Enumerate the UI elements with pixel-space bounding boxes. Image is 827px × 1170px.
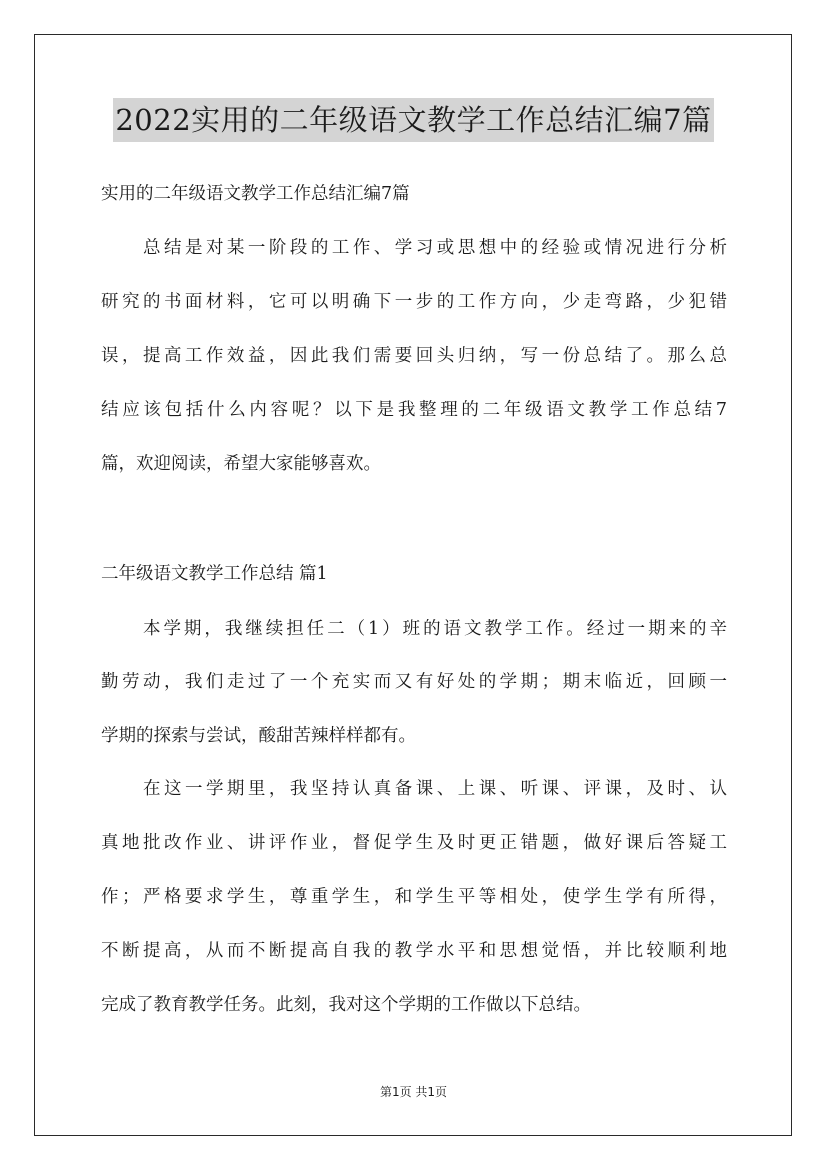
title-container	[0, 98, 827, 142]
document-subtitle: 实用的二年级语文教学工作总结汇编7篇	[101, 184, 410, 204]
para2-line-5: 完成了教育教学任务。此刻，我对这个学期的工作做以下总结。	[101, 995, 591, 1015]
intro-line-2: 研究的书面材料，它可以明确下一步的工作方向，少走弯路，少犯错	[101, 292, 727, 312]
intro-line-3: 误，提高工作效益，因此我们需要回头归纳，写一份总结了。那么总	[101, 346, 727, 366]
para1-line-2: 勤劳动，我们走过了一个充实而又有好处的学期；期末临近，回顾一	[101, 672, 727, 692]
para1-line-1: 本学期，我继续担任二（1）班的语文教学工作。经过一期来的辛	[143, 619, 727, 639]
para2-line-1: 在这一学期里，我坚持认真备课、上课、听课、评课，及时、认	[143, 779, 727, 799]
page-number: 第1页 共1页	[379, 1085, 448, 1099]
intro-line-4: 结应该包括什么内容呢？以下是我整理的二年级语文教学工作总结7	[101, 400, 727, 420]
section-heading: 二年级语文教学工作总结 篇1	[101, 564, 328, 584]
para2-line-4: 不断提高，从而不断提高自我的教学水平和思想觉悟，并比较顺利地	[101, 941, 727, 961]
intro-line-5: 篇，欢迎阅读，希望大家能够喜欢。	[101, 454, 381, 474]
para2-line-3: 作；严格要求学生，尊重学生，和学生平等相处，使学生学有所得，	[101, 887, 727, 907]
page-footer	[0, 1083, 827, 1101]
para1-line-3: 学期的探索与尝试，酸甜苦辣样样都有。	[101, 726, 416, 746]
intro-line-1: 总结是对某一阶段的工作、学习或思想中的经验或情况进行分析	[143, 238, 727, 258]
para2-line-2: 真地批改作业、讲评作业，督促学生及时更正错题，做好课后答疑工	[101, 833, 727, 853]
document-title: 2022实用的二年级语文教学工作总结汇编7篇	[113, 98, 713, 142]
